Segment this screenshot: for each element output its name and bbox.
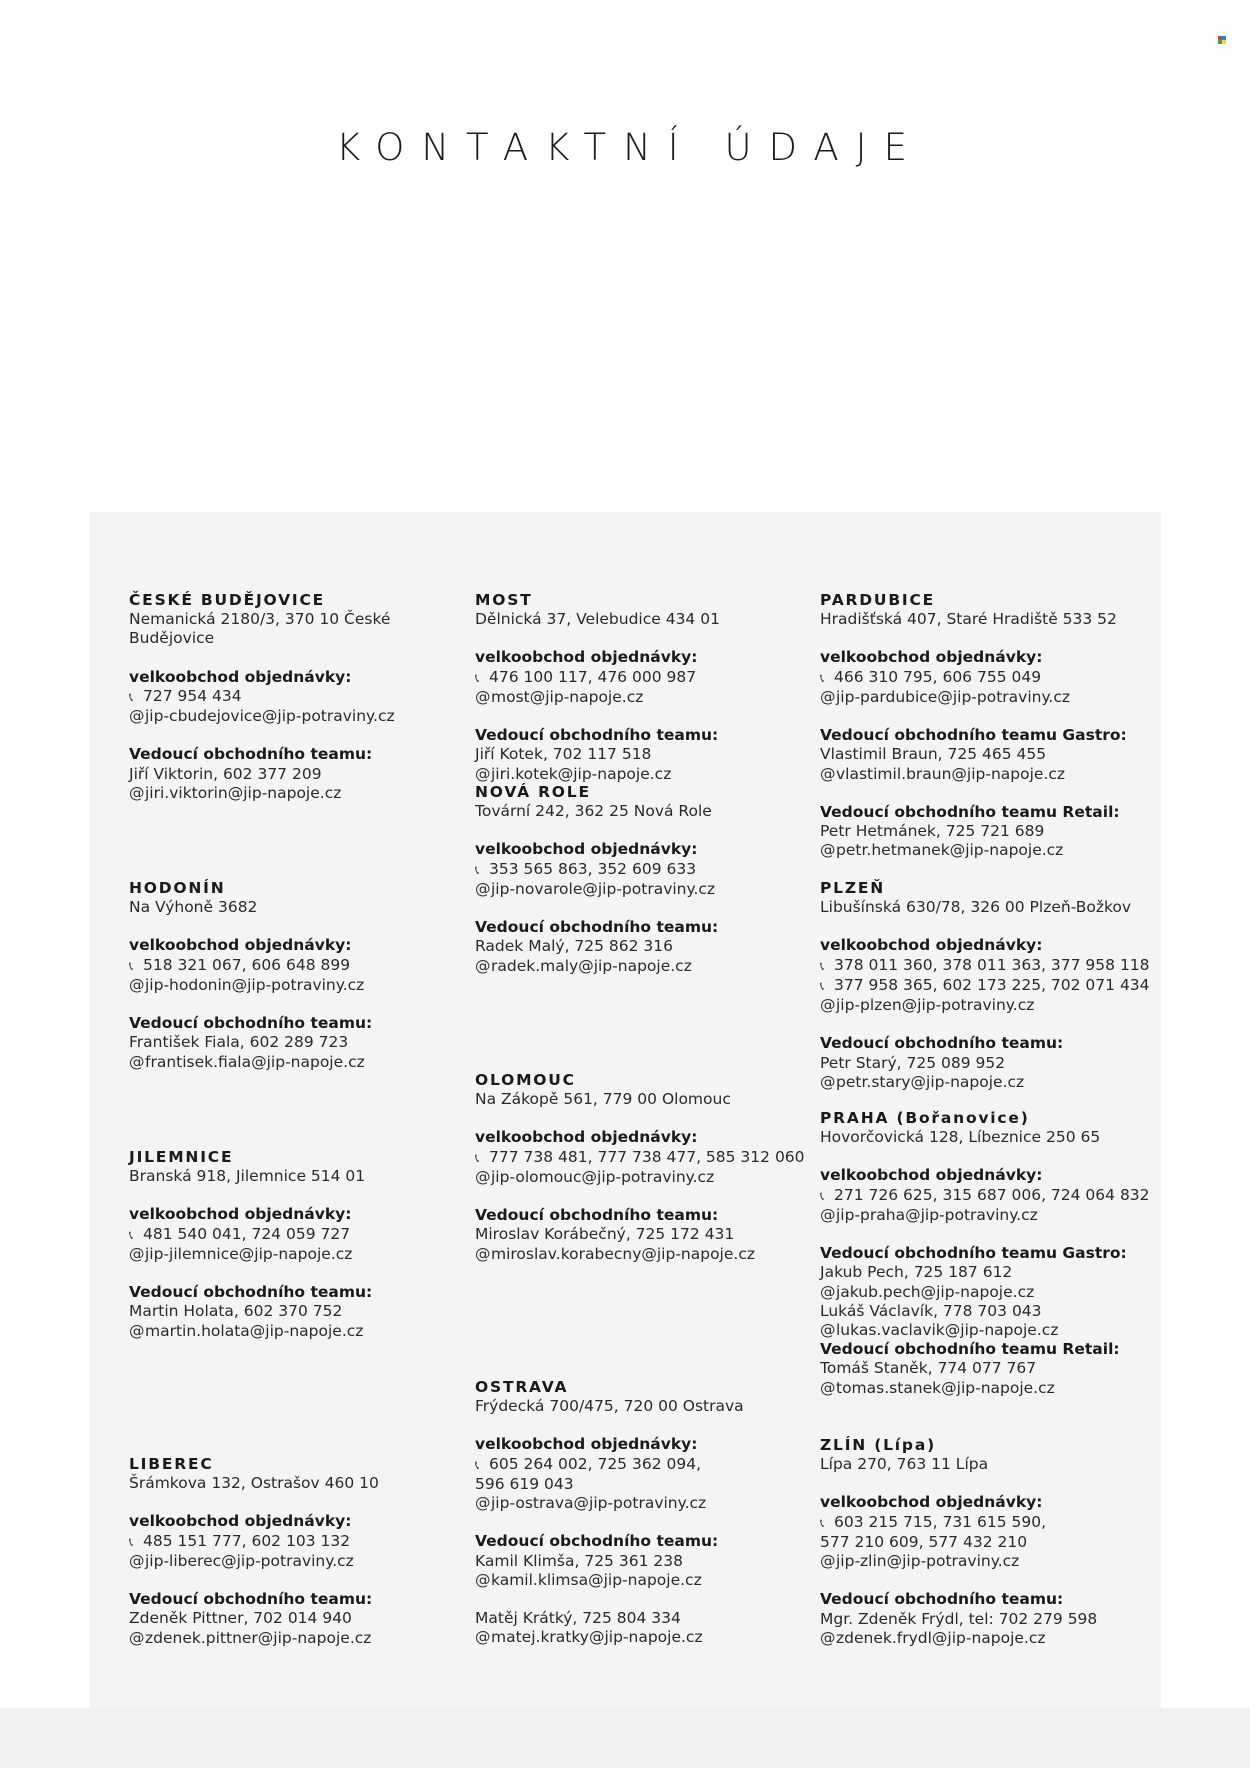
- wholesale-label: velkoobchod objednávky:: [129, 667, 352, 686]
- branch-ostrava: [475, 1378, 805, 1648]
- wholesale-label: velkoobchod objednávky:: [129, 936, 352, 955]
- email-icon: @: [820, 687, 836, 706]
- branch-name: NOVÁ ROLE: [475, 783, 591, 801]
- branch-name: OLOMOUC: [475, 1071, 576, 1089]
- phone-numbers-continued: 577 210 609, 577 432 210: [820, 1532, 1028, 1551]
- phone-numbers: 271 726 625, 315 687 006, 724 064 832: [834, 1185, 1150, 1204]
- email-icon: @: [820, 1552, 836, 1570]
- phone-numbers: 353 565 863, 352 609 633: [489, 859, 697, 878]
- phone-icon: 📞︎: [475, 862, 480, 877]
- branch-address: Na Výhoně 3682: [129, 898, 258, 916]
- branch-name: PLZEŇ: [820, 879, 886, 897]
- phone-icon: 📞︎: [820, 1515, 825, 1530]
- email-icon: @: [820, 1072, 836, 1091]
- email-icon: @: [129, 1244, 145, 1263]
- team-lead-email[interactable]: miroslav.korabecny@jip-napoje.cz: [491, 1244, 755, 1263]
- wholesale-label: velkoobchod objednávky:: [475, 648, 698, 667]
- branch-nova-role: [475, 783, 805, 976]
- email-link[interactable]: jip-plzen@jip-potraviny.cz: [836, 996, 1035, 1014]
- team-lead-name: Jiří Viktorin, 602 377 209: [129, 764, 322, 783]
- email-link[interactable]: jip-cbudejovice@jip-potraviny.cz: [145, 707, 395, 725]
- branch-address: Hradišťská 407, Staré Hradiště 533 52: [820, 610, 1117, 628]
- team-lead-label: Vedoucí obchodního teamu:: [820, 1034, 1064, 1053]
- team-lead-gastro-2-email[interactable]: lukas.vaclavik@jip-napoje.cz: [836, 1321, 1059, 1339]
- team-lead-email[interactable]: petr.stary@jip-napoje.cz: [836, 1072, 1025, 1091]
- team-lead-label: Vedoucí obchodního teamu:: [129, 1014, 373, 1033]
- branch-pardubice: [820, 591, 1150, 861]
- phone-icon: 📞︎: [129, 1227, 134, 1242]
- branch-address: Hovorčovická 128, Líbeznice 250 65: [820, 1128, 1101, 1146]
- email-icon: @: [475, 764, 491, 783]
- email-icon: @: [475, 1628, 491, 1647]
- team-lead-email[interactable]: martin.holata@jip-napoje.cz: [145, 1321, 364, 1340]
- phone-numbers: 476 100 117, 476 000 987: [489, 667, 697, 686]
- branch-liberec: [129, 1455, 459, 1648]
- phone-numbers: 466 310 795, 606 755 049: [834, 667, 1042, 686]
- branch-name: MOST: [475, 591, 533, 609]
- branch-most: [475, 591, 805, 784]
- team-lead-name: Mgr. Zdeněk Frýdl, tel: 702 279 598: [820, 1609, 1098, 1628]
- team-lead-gastro-name: Vlastimil Braun, 725 465 455: [820, 745, 1047, 764]
- team-lead-label: Vedoucí obchodního teamu:: [475, 1206, 719, 1225]
- wholesale-label: velkoobchod objednávky:: [475, 1435, 698, 1454]
- email-icon: @: [820, 1282, 836, 1301]
- team-lead-gastro-email[interactable]: vlastimil.braun@jip-napoje.cz: [836, 764, 1066, 783]
- email-icon: @: [129, 975, 145, 994]
- team-lead-label: Vedoucí obchodního teamu:: [475, 1532, 719, 1551]
- phone-numbers: 777 738 481, 777 738 477, 585 312 060: [489, 1147, 805, 1166]
- email-icon: @: [129, 1551, 145, 1570]
- email-icon: @: [820, 841, 836, 860]
- team-lead-email[interactable]: jiri.kotek@jip-napoje.cz: [491, 764, 672, 783]
- branch-address: Lípa 270, 763 11 Lípa: [820, 1455, 989, 1473]
- phone-icon: 📞︎: [475, 670, 480, 685]
- branch-zlin: [820, 1436, 1150, 1648]
- email-link[interactable]: jip-zlin@jip-potraviny.cz: [836, 1552, 1020, 1570]
- email-icon: @: [475, 879, 491, 898]
- email-icon: @: [820, 1321, 836, 1339]
- email-icon: @: [475, 1494, 491, 1512]
- phone-icon: 📞︎: [475, 1457, 480, 1472]
- team-lead-name: Radek Malý, 725 862 316: [475, 937, 674, 956]
- phone-icon: 📞︎: [129, 958, 134, 973]
- branch-address: Branská 918, Jilemnice 514 01: [129, 1167, 366, 1185]
- team-lead-label: Vedoucí obchodního teamu:: [129, 745, 373, 764]
- page-title: KONTAKTNÍ ÚDAJE: [336, 126, 924, 169]
- branch-name: PRAHA (Bořanovice): [820, 1109, 1030, 1127]
- team-lead-email[interactable]: jiri.viktorin@jip-napoje.cz: [145, 783, 342, 802]
- team-lead-name: Jiří Kotek, 702 117 518: [475, 745, 652, 764]
- team-lead-name: Miroslav Korábečný, 725 172 431: [475, 1225, 735, 1244]
- wholesale-label: velkoobchod objednávky:: [820, 1166, 1043, 1185]
- phone-numbers: 485 151 777, 602 103 132: [143, 1531, 351, 1550]
- email-icon: @: [475, 687, 491, 706]
- branch-name: ZLÍN (Lípa): [820, 1436, 936, 1454]
- phone-icon: 📞︎: [129, 689, 134, 704]
- email-icon: @: [475, 1167, 491, 1186]
- team-lead-retail-email[interactable]: tomas.stanek@jip-napoje.cz: [836, 1378, 1055, 1397]
- branch-ceske-budejovice: [129, 591, 459, 803]
- email-link[interactable]: jip-novarole@jip-potraviny.cz: [491, 879, 716, 898]
- team-lead-retail-name: Petr Hetmánek, 725 721 689: [820, 822, 1045, 841]
- branch-name: PARDUBICE: [820, 591, 936, 609]
- phone-numbers: 518 321 067, 606 648 899: [143, 955, 351, 974]
- branch-name: ČESKÉ BUDĚJOVICE: [129, 591, 326, 609]
- phone-numbers-continued: 596 619 043: [475, 1474, 574, 1493]
- branch-address: Dělnická 37, Velebudice 434 01: [475, 610, 720, 628]
- email-link[interactable]: jip-hodonin@jip-potraviny.cz: [145, 975, 365, 994]
- email-link[interactable]: jip-olomouc@jip-potraviny.cz: [491, 1167, 715, 1186]
- team-lead-email[interactable]: zdenek.pittner@jip-napoje.cz: [145, 1628, 372, 1647]
- team-lead-name: Zdeněk Pittner, 702 014 940: [129, 1609, 352, 1628]
- team-lead-retail-name: Tomáš Staněk, 774 077 767: [820, 1359, 1037, 1378]
- branch-address: Nemanická 2180/3, 370 10 České Budějovice: [129, 610, 391, 648]
- branch-praha: [820, 1109, 1150, 1398]
- email-icon: @: [820, 764, 836, 783]
- email-icon: @: [129, 707, 145, 725]
- phone-icon: 📞︎: [820, 978, 825, 993]
- team-lead-retail-label: Vedoucí obchodního teamu Retail:: [820, 1340, 1120, 1359]
- branch-address: Na Zákopě 561, 779 00 Olomouc: [475, 1090, 731, 1108]
- email-link[interactable]: jip-jilemnice@jip-napoje.cz: [145, 1244, 353, 1263]
- team-lead-label: Vedoucí obchodního teamu:: [129, 1283, 373, 1302]
- team-lead-name: Martin Holata, 602 370 752: [129, 1302, 343, 1321]
- email-icon: @: [475, 1570, 491, 1589]
- email-link[interactable]: jip-ostrava@jip-potraviny.cz: [491, 1494, 707, 1512]
- email-icon: @: [129, 1052, 145, 1071]
- email-icon: @: [475, 956, 491, 975]
- team-lead-email[interactable]: frantisek.fiala@jip-napoje.cz: [145, 1052, 365, 1071]
- team-lead-2-name: Matěj Krátký, 725 804 334: [475, 1609, 681, 1628]
- branch-address: Tovární 242, 362 25 Nová Role: [475, 802, 712, 820]
- phone-icon: 📞︎: [820, 670, 825, 685]
- wholesale-label: velkoobchod objednávky:: [129, 1205, 352, 1224]
- phone-icon: 📞︎: [820, 1188, 825, 1203]
- team-lead-email[interactable]: zdenek.frydl@jip-napoje.cz: [836, 1628, 1046, 1647]
- wholesale-label: velkoobchod objednávky:: [820, 1493, 1043, 1512]
- team-lead-retail-label: Vedoucí obchodního teamu Retail:: [820, 802, 1120, 821]
- email-icon: @: [475, 1244, 491, 1263]
- branch-address: Frýdecká 700/475, 720 00 Ostrava: [475, 1397, 744, 1415]
- team-lead-gastro-2-name: Lukáš Václavík, 778 703 043: [820, 1301, 1042, 1320]
- branch-plzen: [820, 879, 1150, 1092]
- team-lead-gastro-email[interactable]: jakub.pech@jip-napoje.cz: [836, 1282, 1035, 1301]
- email-link[interactable]: most@jip-napoje.cz: [491, 687, 644, 706]
- team-lead-name: Kamil Klimša, 725 361 238: [475, 1551, 683, 1570]
- phone-icon: 📞︎: [820, 958, 825, 973]
- email-icon: @: [820, 1628, 836, 1647]
- branch-name: JILEMNICE: [129, 1148, 234, 1166]
- logo-square-yellow: [1222, 40, 1226, 44]
- branch-name: LIBEREC: [129, 1455, 214, 1473]
- team-lead-gastro-label: Vedoucí obchodního teamu Gastro:: [820, 726, 1127, 745]
- email-link[interactable]: jip-pardubice@jip-potraviny.cz: [836, 687, 1071, 706]
- team-lead-name: František Fiala, 602 289 723: [129, 1033, 349, 1052]
- branch-address: Libušínská 630/78, 326 00 Plzeň-Božkov: [820, 898, 1132, 916]
- email-icon: @: [129, 783, 145, 802]
- email-link[interactable]: jip-praha@jip-potraviny.cz: [836, 1205, 1038, 1224]
- phone-numbers: 727 954 434: [143, 686, 242, 705]
- team-lead-retail-email[interactable]: petr.hetmanek@jip-napoje.cz: [836, 841, 1064, 860]
- wholesale-label: velkoobchod objednávky:: [475, 840, 698, 859]
- team-lead-label: Vedoucí obchodního teamu:: [475, 726, 719, 745]
- phone-numbers: 605 264 002, 725 362 094,: [489, 1454, 701, 1473]
- branch-address: Šrámkova 132, Ostrašov 460 10: [129, 1474, 379, 1492]
- email-icon: @: [820, 996, 836, 1014]
- phone-icon: 📞︎: [129, 1534, 134, 1549]
- branch-jilemnice: [129, 1148, 459, 1341]
- wholesale-label: velkoobchod objednávky:: [475, 1128, 698, 1147]
- page-footer-band: [0, 1708, 1250, 1768]
- phone-numbers: 378 011 360, 378 011 363, 377 958 118: [834, 955, 1150, 974]
- phone-numbers: 377 958 365, 602 173 225, 702 071 434: [834, 975, 1150, 994]
- wholesale-label: velkoobchod objednávky:: [820, 648, 1043, 667]
- team-lead-email[interactable]: kamil.klimsa@jip-napoje.cz: [491, 1570, 702, 1589]
- team-lead-label: Vedoucí obchodního teamu:: [475, 918, 719, 937]
- phone-numbers: 481 540 041, 724 059 727: [143, 1224, 351, 1243]
- branch-name: OSTRAVA: [475, 1378, 569, 1396]
- team-lead-email[interactable]: radek.maly@jip-napoje.cz: [491, 956, 692, 975]
- phone-numbers: 603 215 715, 731 615 590,: [834, 1512, 1046, 1531]
- email-link[interactable]: jip-liberec@jip-potraviny.cz: [145, 1551, 354, 1570]
- branch-hodonin: [129, 879, 459, 1072]
- team-lead-name: Petr Starý, 725 089 952: [820, 1053, 1006, 1072]
- email-icon: @: [820, 1378, 836, 1397]
- brand-logo: [1218, 36, 1226, 44]
- branch-olomouc: [475, 1071, 805, 1264]
- team-lead-gastro-label: Vedoucí obchodního teamu Gastro:: [820, 1244, 1127, 1263]
- team-lead-label: Vedoucí obchodního teamu:: [820, 1590, 1064, 1609]
- branch-name: HODONÍN: [129, 879, 226, 897]
- email-icon: @: [820, 1205, 836, 1224]
- team-lead-gastro-name: Jakub Pech, 725 187 612: [820, 1263, 1013, 1282]
- team-lead-2-email[interactable]: matej.kratky@jip-napoje.cz: [491, 1628, 703, 1647]
- wholesale-label: velkoobchod objednávky:: [129, 1512, 352, 1531]
- wholesale-label: velkoobchod objednávky:: [820, 936, 1043, 955]
- team-lead-label: Vedoucí obchodního teamu:: [129, 1590, 373, 1609]
- email-icon: @: [129, 1628, 145, 1647]
- phone-icon: 📞︎: [475, 1150, 480, 1165]
- email-icon: @: [129, 1321, 145, 1340]
